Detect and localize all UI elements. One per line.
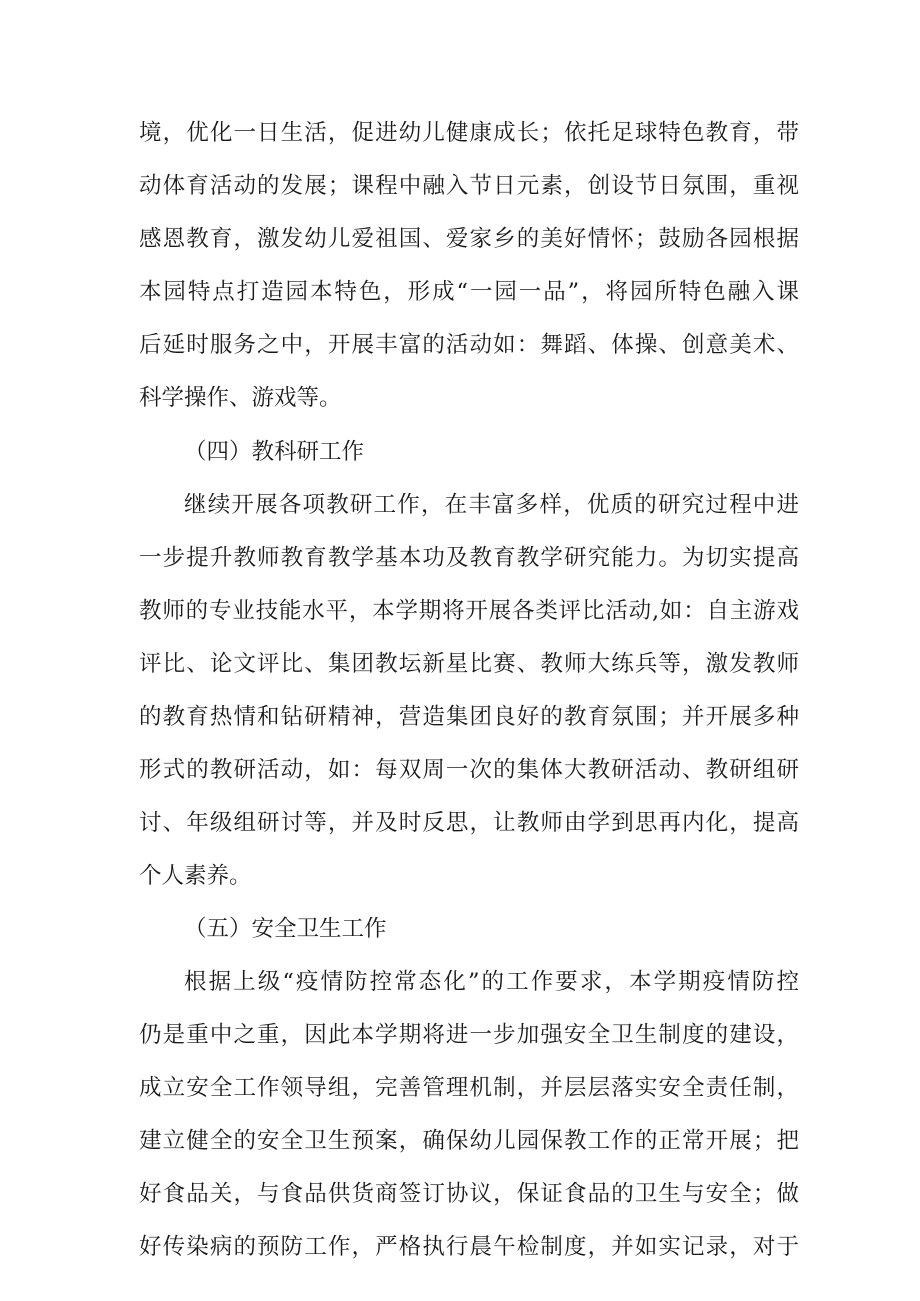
text-line: 根据上级“疫情防控常态化”的工作要求，本学期疫情防控 — [184, 969, 799, 995]
text-line: 好传染病的预防工作，严格执行晨午检制度，并如实记录，对于 — [139, 1234, 799, 1260]
text-line: 个人素养。 — [139, 863, 252, 889]
text-line: 讨、年级组研讨等，并及时反思，让教师由学到思再内化，提高 — [139, 810, 799, 836]
section-heading-research: （四）教科研工作 — [184, 439, 365, 465]
text-line: 动体育活动的发展；课程中融入节日元素，创设节日氛围，重视 — [139, 173, 799, 199]
text-line: 建立健全的安全卫生预案，确保幼儿园保教工作的正常开展；把 — [139, 1128, 799, 1154]
text-line: 感恩教育，激发幼儿爱祖国、爱家乡的美好情怀；鼓励各园根据 — [139, 226, 799, 252]
text-line: 好食品关，与食品供货商签订协议，保证食品的卫生与安全；做 — [139, 1181, 799, 1207]
text-line: 仍是重中之重，因此本学期将进一步加强安全卫生制度的建设， — [139, 1022, 799, 1048]
text-line: 境，优化一日生活，促进幼儿健康成长；依托足球特色教育，带 — [139, 120, 799, 146]
text-line: 成立安全工作领导组，完善管理机制，并层层落实安全责任制， — [139, 1075, 799, 1101]
text-line: 一步提升教师教育教学基本功及教育教学研究能力。为切实提高 — [139, 545, 799, 571]
text-line: 后延时服务之中，开展丰富的活动如：舞蹈、体操、创意美术、 — [139, 332, 799, 358]
section-heading-safety: （五）安全卫生工作 — [184, 916, 387, 942]
text-line: 教师的专业技能水平，本学期将开展各类评比活动,如：自主游戏 — [139, 598, 799, 624]
text-line: 科学操作、游戏等。 — [139, 385, 342, 411]
text-line: 的教育热情和钻研精神，营造集团良好的教育氛围；并开展多种 — [139, 704, 799, 730]
text-line: 继续开展各项教研工作，在丰富多样，优质的研究过程中进 — [184, 492, 799, 518]
text-line: 评比、论文评比、集团教坛新星比赛、教师大练兵等，激发教师 — [139, 651, 799, 677]
text-line: 形式的教研活动，如：每双周一次的集体大教研活动、教研组研 — [139, 757, 799, 783]
text-line: 本园特点打造园本特色，形成“一园一品”，将园所特色融入课 — [139, 279, 799, 305]
